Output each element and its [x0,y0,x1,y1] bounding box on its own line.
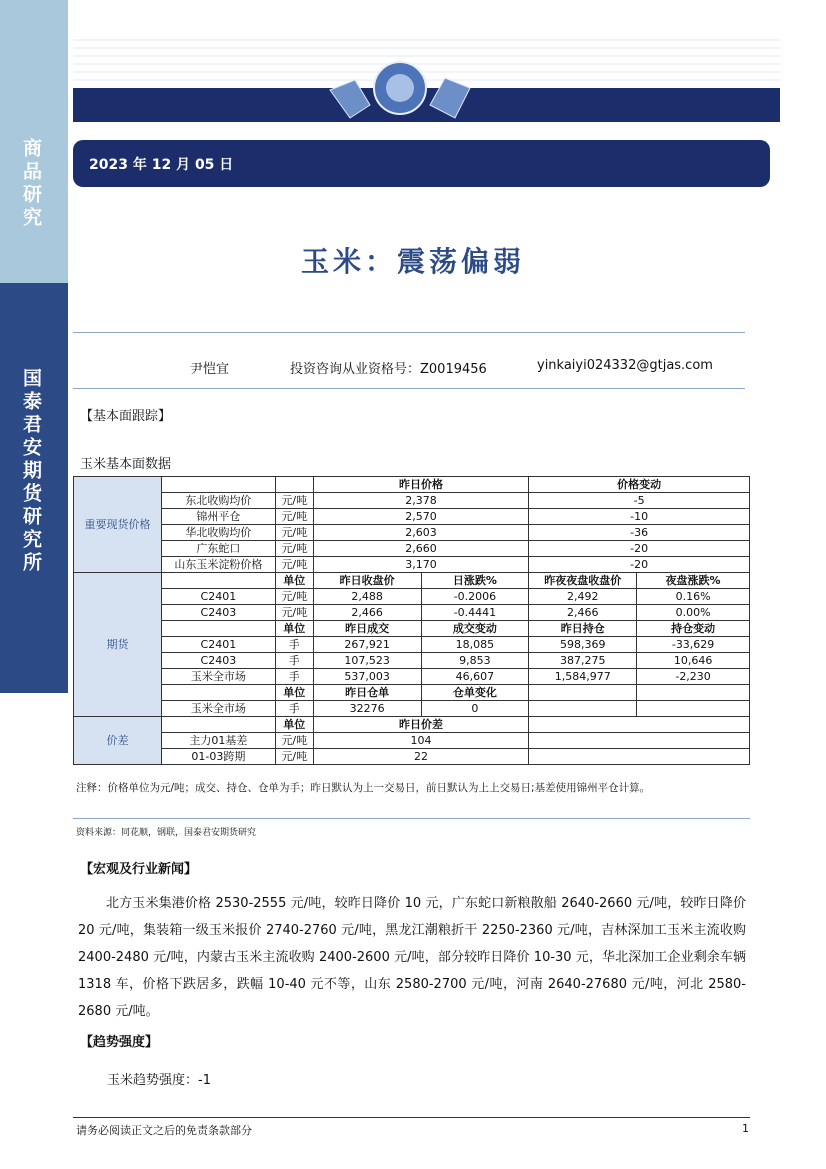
cell: 主力01基差 [161,733,275,749]
cell: 22 [313,749,529,765]
news-paragraph: 北方玉米集港价格 2530-2555 元/吨，较昨日降价 10 元，广东蛇口新粮散船 2640-2660 元/吨，较昨日降价 20 元/吨，集装箱一级玉米报价 2740-2760 元/吨，黑龙江潮粮折干 2250-2360 元/吨，吉林深加工玉米主流收购 2400-2480 元/吨，内蒙古玉米主流收购 2400-2600 元/吨，部分较昨日降价 10-30 元，华北深加工企业剩余车辆 1318 车，价格下跌居多，跌幅 10-40 元不等，山东 2580-2700 元/吨，河南 2640-27680 元/吨，河北 2580-2680 元/吨。 [78,896,746,1019]
table-row [74,701,750,717]
cell: 0.00% [637,605,750,621]
table-row [74,509,750,525]
cell: 2,570 [313,509,529,525]
header-cell: 持仓变动 [637,621,750,637]
divider-top [73,332,745,333]
cell: 东北收购均价 [161,493,275,509]
header-cell: 昨日成交 [313,621,421,637]
cell: 2,466 [529,605,637,621]
cell: 537,003 [313,669,421,685]
header-cell: 昨夜夜盘收盘价 [529,573,637,589]
diamond-logo-icon [325,60,475,120]
cell: C2401 [161,637,275,653]
cell: 2,488 [313,589,421,605]
section-news: 【宏观及行业新闻】 [80,862,198,877]
cell: 2,492 [529,589,637,605]
cell: C2403 [161,653,275,669]
cell: 玉米全市场 [161,669,275,685]
table-row [74,573,750,589]
cell: 手 [275,701,313,717]
cell: 267,921 [313,637,421,653]
cell: 锦州平仓 [161,509,275,525]
cell: -10 [529,509,750,525]
header-cell: 单位 [275,621,313,637]
table-row [74,749,750,765]
author-name: 尹恺宜 [190,362,230,377]
table-row [74,653,750,669]
table-row [74,589,750,605]
data-source: 资料来源：同花顺，钢联，国泰君安期货研究 [76,828,257,838]
cell: 华北收购均价 [161,525,275,541]
table-row [74,525,750,541]
cell: 0 [421,701,529,717]
sidebar-institute: 国泰君安期货研究所 [20,368,42,575]
cell: 手 [275,653,313,669]
cell: C2401 [161,589,275,605]
divider-source [73,818,750,819]
cell: 广东蛇口 [161,541,275,557]
header-cell: 昨日持仓 [529,621,637,637]
cell: -36 [529,525,750,541]
cell: 32276 [313,701,421,717]
table-row [74,541,750,557]
cell: 598,369 [529,637,637,653]
page-title: 玉米：震荡偏弱 [300,245,525,278]
table-row [74,493,750,509]
cell: 玉米全市场 [161,701,275,717]
cell: -0.2006 [421,589,529,605]
section-trend: 【趋势强度】 [80,1035,159,1050]
cell: 9,853 [421,653,529,669]
header-cell: 昨日仓单 [313,685,421,701]
header-cell: 价格变动 [529,477,750,493]
header-cell: 昨日价差 [313,717,529,733]
cell: 手 [275,637,313,653]
page-number: 1 [742,1122,749,1135]
table-row [74,557,750,573]
cell: -0.4441 [421,605,529,621]
date-bar [73,140,770,187]
cell: 10,646 [637,653,750,669]
header-cell: 夜盘涨跌% [637,573,750,589]
cell: 山东玉米淀粉价格 [161,557,275,573]
cell: 2,378 [313,493,529,509]
cell: 元/吨 [275,525,313,541]
cell: C2403 [161,605,275,621]
header-cell: 成交变动 [421,621,529,637]
cell: 元/吨 [275,733,313,749]
sidebar-category: 商品研究 [20,138,42,230]
footer-disclaimer: 请务必阅读正文之后的免责条款部分 [76,1124,252,1137]
header-cell: 仓单变化 [421,685,529,701]
cell: 元/吨 [275,541,313,557]
divider-bottom [73,388,745,389]
header-cell: 昨日收盘价 [313,573,421,589]
footer-divider [73,1117,750,1118]
table-row [74,605,750,621]
cell: 元/吨 [275,589,313,605]
cell: 1,584,977 [529,669,637,685]
table-row [74,685,750,701]
trend-value: 玉米趋势强度：-1 [107,1073,211,1088]
cell: 手 [275,669,313,685]
cell: 元/吨 [275,557,313,573]
table-row [74,621,750,637]
header-cell: 日涨跌% [421,573,529,589]
cell: 2,603 [313,525,529,541]
author-license: 投资咨询从业资格号：Z0019456 [290,362,487,377]
cell: 387,275 [529,653,637,669]
table-row [74,669,750,685]
table-row [74,717,750,733]
table-row [74,477,750,493]
cell: -33,629 [637,637,750,653]
header-cell: 单位 [275,573,313,589]
fundamentals-table [73,476,750,765]
header-cell: 单位 [275,685,313,701]
cell: 18,085 [421,637,529,653]
table-title: 玉米基本面数据 [80,457,172,472]
table-row [74,733,750,749]
section-fundamentals: 【基本面跟踪】 [80,409,172,424]
category-spot: 重要现货价格 [74,477,162,573]
cell: 0.16% [637,589,750,605]
cell: 3,170 [313,557,529,573]
category-futures: 期货 [74,573,162,717]
table-row [74,637,750,653]
cell: 107,523 [313,653,421,669]
cell: 46,607 [421,669,529,685]
cell: 元/吨 [275,493,313,509]
category-spread: 价差 [74,717,162,765]
table-note: 注释：价格单位为元/吨；成交、持仓、仓单为手；昨日默认为上一交易日，前日默认为上上交易日;基差使用锦州平仓计算。 [76,782,651,794]
cell: -2,230 [637,669,750,685]
cell: -20 [529,557,750,573]
cell: 104 [313,733,529,749]
cell: 元/吨 [275,509,313,525]
header-cell: 单位 [275,717,313,733]
cell: 01-03跨期 [161,749,275,765]
cell: 2,660 [313,541,529,557]
cell: 元/吨 [275,749,313,765]
cell: -20 [529,541,750,557]
cell: 元/吨 [275,605,313,621]
report-date: 2023 年 12 月 05 日 [89,157,234,173]
header-cell: 昨日价格 [313,477,529,493]
cell: 2,466 [313,605,421,621]
cell: -5 [529,493,750,509]
author-email: yinkaiyi024332@gtjas.com [537,358,713,373]
